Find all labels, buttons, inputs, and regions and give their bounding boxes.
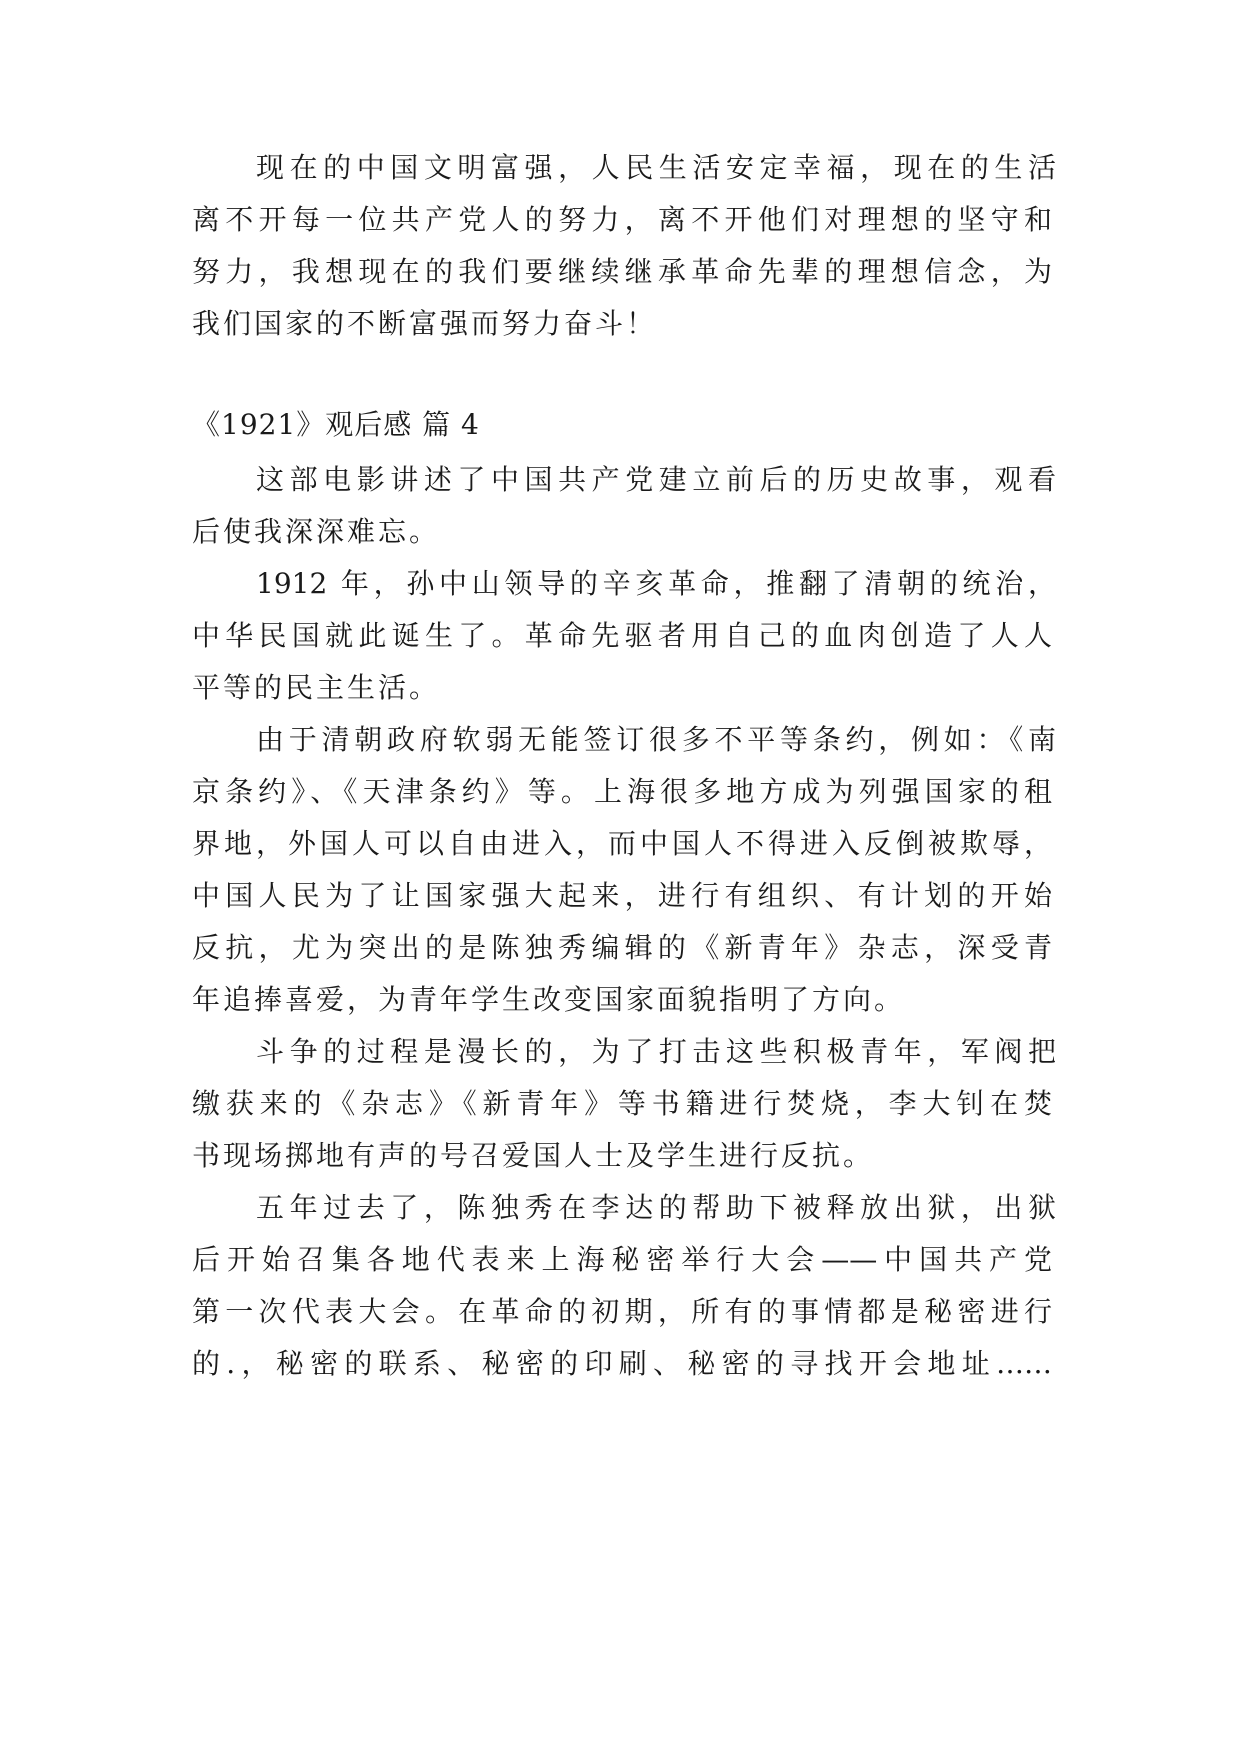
paragraph-line: 界地，外国人可以自由进入，而中国人不得进入反倒被欺辱， bbox=[192, 827, 1052, 860]
paragraph-line: 离不开每一位共产党人的努力，离不开他们对理想的坚守和 bbox=[192, 203, 1052, 236]
paragraph-line: 中华民国就此诞生了。革命先驱者用自己的血肉创造了人人 bbox=[192, 619, 1052, 652]
paragraph-line: 努力，我想现在的我们要继续继承革命先辈的理想信念，为 bbox=[192, 255, 1052, 288]
paragraph-line: 我们国家的不断富强而努力奋斗！ bbox=[192, 307, 658, 340]
paragraph-line: 中国人民为了让国家强大起来，进行有组织、有计划的开始 bbox=[192, 879, 1052, 912]
paragraph-line: 现在的中国文明富强，人民生活安定幸福，现在的生活 bbox=[256, 151, 1056, 184]
section-heading: 《1921》观后感 篇 4 bbox=[192, 408, 480, 441]
paragraph-line: 反抗，尤为突出的是陈独秀编辑的《新青年》杂志，深受青 bbox=[192, 931, 1052, 964]
paragraph-line: 平等的民主生活。 bbox=[192, 671, 441, 704]
paragraph-line: 这部电影讲述了中国共产党建立前后的历史故事，观看 bbox=[256, 463, 1056, 496]
paragraph-line: 书现场掷地有声的号召爱国人士及学生进行反抗。 bbox=[192, 1139, 875, 1172]
paragraph-line: 的.，秘密的联系、秘密的印刷、秘密的寻找开会地址…… bbox=[192, 1347, 1052, 1380]
paragraph-line: 由于清朝政府软弱无能签订很多不平等条约，例如：《南 bbox=[256, 723, 1056, 756]
paragraph-line: 缴获来的《杂志》《新青年》等书籍进行焚烧，李大钊在焚 bbox=[192, 1087, 1052, 1120]
paragraph-line: 1912 年，孙中山领导的辛亥革命，推翻了清朝的统治， bbox=[256, 567, 1056, 600]
paragraph-line: 斗争的过程是漫长的，为了打击这些积极青年，军阀把 bbox=[256, 1035, 1056, 1068]
paragraph-line: 年追捧喜爱，为青年学生改变国家面貌指明了方向。 bbox=[192, 983, 906, 1016]
paragraph-line: 后使我深深难忘。 bbox=[192, 515, 441, 548]
paragraph-line: 五年过去了，陈独秀在李达的帮助下被释放出狱，出狱 bbox=[256, 1191, 1056, 1224]
paragraph-line: 后开始召集各地代表来上海秘密举行大会——中国共产党 bbox=[192, 1243, 1052, 1276]
paragraph-line: 京条约》、《天津条约》等。上海很多地方成为列强国家的租 bbox=[192, 775, 1052, 808]
paragraph-line: 第一次代表大会。在革命的初期，所有的事情都是秘密进行 bbox=[192, 1295, 1052, 1328]
